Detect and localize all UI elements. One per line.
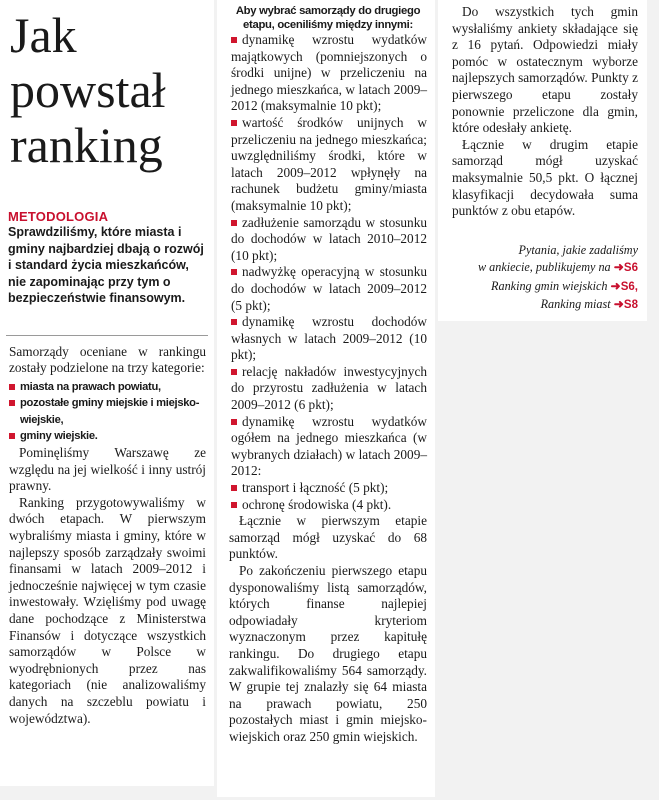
reference-line — [452, 259, 638, 278]
reference-line — [452, 296, 638, 315]
criteria-text: ochronę środowiska (4 pkt). — [242, 496, 392, 512]
reference-line — [452, 242, 638, 260]
criteria-text: dynamikę wzrostu wydatków ogółem na jednego mieszkańca (w wybranych działach) w latach 2009–2012: — [231, 413, 427, 479]
criteria-list — [229, 32, 427, 513]
paragraph: Łącznie w pierwszym etapie samorząd mógł uzyskać do 68 punktów. — [229, 513, 427, 562]
headline-line-1: Jak — [10, 7, 77, 63]
reference-text: Ranking miast — [540, 297, 614, 312]
paragraph: Po zakończeniu pierwszego etapu dysponowaliśmy listą samorządów, których finanse najlepiej odpowiadały kryteriom wyznaczonym przez kapitułę rankingu. Do drugiego etapu zakwalifikowaliśmy 564 samorządy. W grupie tej znalazły się 64 miasta na prawach powiatu, 250 pozostałych miast i gmin miejsko-wiejskich oraz 250 gmin wiejskich. — [229, 563, 427, 744]
bullet-icon — [231, 37, 237, 43]
criteria-item — [229, 364, 427, 414]
criteria-item — [229, 32, 427, 115]
criteria-text: dynamikę wzrostu dochodów własnych w latach 2009–2012 (10 pkt); — [231, 314, 427, 363]
column-left — [0, 0, 214, 786]
page-ref: S8 — [623, 299, 638, 312]
reference-text: Pytania, jakie zadaliśmy — [518, 242, 638, 257]
criteria-text: transport i łączność (5 pkt); — [242, 480, 389, 496]
bullet-icon — [231, 269, 237, 275]
lead-paragraph: Sprawdziliśmy, które miasta i gminy najbardziej dbają o rozwój i standard życia mieszkańców, nie zapominając przy tym o bezpieczeństwie finansowym. — [8, 225, 204, 305]
criteria-text: wartość środków unijnych w przeliczeniu na jednego mieszkańca; uwzględniliśmy środki, które w latach 2009–2012 wpłynęły na rachunek budżetu gminy/miasta (maksymalnie 10 pkt); — [231, 114, 427, 213]
criteria-item — [229, 414, 427, 480]
headline-line-3: ranking — [10, 117, 163, 173]
paragraph: Łącznie w drugim etapie samorząd mógł uzyskać maksymalnie 50,5 pkt. O łącznej klasyfikacji decydowała suma punktów z obu etapów. — [452, 136, 638, 219]
category-label: gminy wiejskie. — [20, 430, 98, 443]
paragraph: Do wszystkich tych gmin wysłaliśmy ankiety składające się z 16 pytań. Odpowiedzi miały pomóc w ostatecznym wyborze najlepszych samorządów. Punkty z pierwszego etapu zostały ponownie przeliczone dla gmin, które odesłały ankietę. — [452, 4, 638, 136]
bullet-icon — [231, 419, 237, 425]
criteria-item — [229, 215, 427, 265]
bullet-icon — [231, 502, 237, 508]
criteria-item — [229, 497, 427, 514]
criteria-item — [229, 115, 427, 215]
criteria-item — [229, 314, 427, 364]
reference-line — [452, 278, 638, 297]
bullet-icon — [231, 369, 237, 375]
category-list — [9, 379, 206, 445]
bullet-icon — [9, 400, 15, 406]
column-right — [438, 0, 647, 321]
bullet-icon — [9, 384, 15, 390]
page-references — [452, 242, 638, 315]
bullet-icon — [231, 485, 237, 491]
category-label: miasta na prawach powiatu, — [20, 380, 161, 393]
reference-text: Ranking gmin wiejskich — [491, 278, 611, 293]
category-item — [9, 379, 206, 396]
headline-line-2: powstał — [10, 62, 166, 118]
bullet-icon — [231, 220, 237, 226]
bullet-icon — [9, 433, 15, 439]
intro-paragraph: Samorządy oceniane w rankingu zostały podzielone na trzy kategorie: — [9, 343, 206, 376]
column-middle — [217, 0, 435, 797]
criteria-text: relację nakładów inwestycyjnych do przyrostu zadłużenia w latach 2009–2012 (6 pkt); — [231, 363, 427, 413]
criteria-text: nadwyżkę operacyjną w stosunku do dochodów w latach 2009–2012 (5 pkt); — [231, 264, 427, 313]
arrow-right-icon: ➜ — [613, 297, 624, 312]
headline — [10, 8, 214, 173]
bullet-icon — [231, 120, 237, 126]
page-ref: S6, — [620, 280, 638, 293]
page-ref: S6 — [623, 262, 638, 275]
category-item — [9, 395, 206, 428]
category-label: pozostałe gminy miejskie i miejsko-wiejskie, — [20, 397, 200, 426]
bullet-icon — [231, 319, 237, 325]
criteria-item — [229, 480, 427, 497]
paragraph: Pominęliśmy Warszawę ze względu na jej wielkość i inny ustrój prawny. — [9, 445, 206, 494]
criteria-text: zadłużenie samorządu w stosunku do dochodów w latach 2010–2012 (10 pkt); — [231, 214, 427, 263]
criteria-item — [229, 264, 427, 314]
body-left — [9, 344, 206, 728]
criteria-subhead: Aby wybrać samorządy do drugiego etapu, oceniliśmy między innymi: — [235, 5, 421, 31]
arrow-right-icon: ➜ — [613, 260, 624, 275]
reference-text: w ankiecie, publikujemy na — [477, 260, 614, 275]
divider — [6, 335, 208, 336]
section-kicker: METODOLOGIA — [8, 209, 109, 224]
paragraph: Ranking przygotowywaliśmy w dwóch etapach. W pierwszym wybraliśmy miasta i gminy, które w najlepszy sposób zarządzały swoimi finansami w latach 2009–2012 i jednocześnie najwięcej w tym czasie inwestowały. Wzięliśmy pod uwagę dane pochodzące z Ministerstwa Finansów i dotyczące wszystkich samorządów w Polsce w wyodrębnionych przez nas kategoriach (nie analizowaliśmy danych na szczeblu powiatu i województwa). — [9, 494, 206, 726]
criteria-text: dynamikę wzrostu wydatków majątkowych (pomniejszonych o środki unijne) w przeliczeniu na jednego mieszkańca, w latach 2009–2012 (maksymalnie 10 pkt); — [231, 32, 427, 114]
arrow-right-icon: ➜ — [610, 278, 621, 293]
category-item — [9, 428, 206, 445]
